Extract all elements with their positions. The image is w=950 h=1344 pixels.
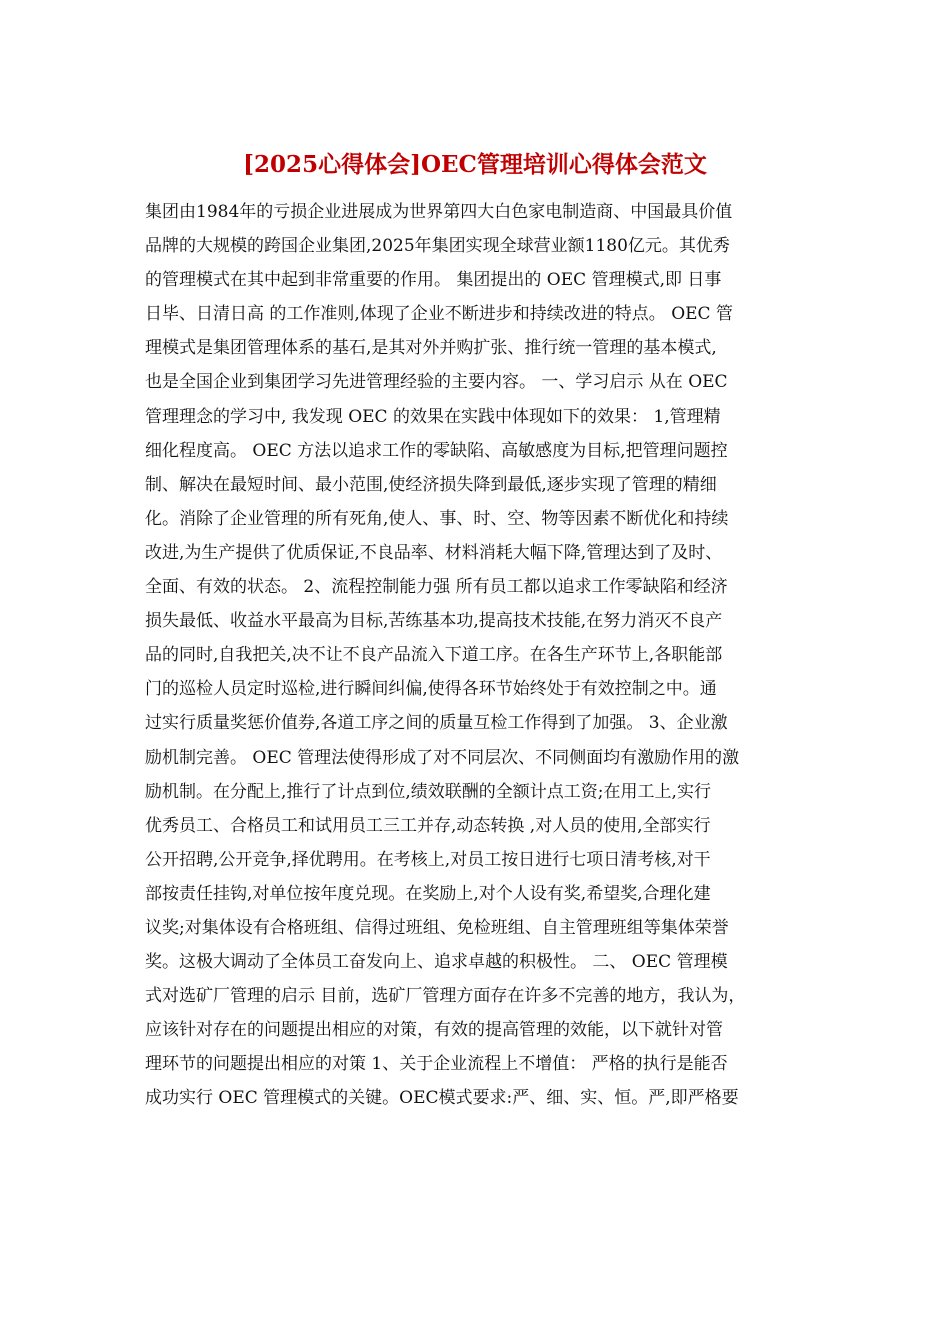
text-line: 应该针对存在的问题提出相应的对策，有效的提高管理的效能，以下就针对管 (145, 1020, 723, 1041)
text-line: 成功实行 OEC 管理模式的关键。OEC模式要求:严、细、实、恒。严,即严格要 (145, 1088, 739, 1109)
text-line: 管理理念的学习中, 我发现 OEC 的效果在实践中体现如下的效果： 1,管理精 (145, 406, 721, 427)
text-line: 化。消除了企业管理的所有死角,使人、事、时、空、物等因素不断优化和持续 (145, 508, 729, 529)
text-line: 理模式是集团管理体系的基石,是其对外并购扩张、推行统一管理的基本模式, (145, 338, 717, 359)
text-line: 理环节的问题提出相应的对策 1、关于企业流程上不增值： 严格的执行是能否 (145, 1054, 728, 1075)
text-line: 公开招聘,公开竞争,择优聘用。在考核上,对员工按日进行七项日清考核,对干 (145, 849, 711, 870)
text-line: 部按责任挂钩,对单位按年度兑现。在奖励上,对个人设有奖,希望奖,合理化建 (145, 883, 711, 904)
text-line: 议奖;对集体设有合格班组、信得过班组、免检班组、自主管理班组等集体荣誉 (145, 917, 729, 938)
text-line: 奖。这极大调动了全体员工奋发向上、追求卓越的积极性。 二、 OEC 管理模 (145, 952, 728, 973)
text-line: 励机制。在分配上,推行了计点到位,绩效联酬的全额计点工资;在用工上,实行 (145, 781, 711, 802)
text-line: 日毕、日清日高 的工作准则,体现了企业不断进步和持续改进的特点。 OEC 管 (145, 304, 733, 325)
text-line: 损失最低、收益水平最高为目标,苦练基本功,提高技术技能,在努力消灭不良产 (145, 611, 723, 632)
text-line: 全面、有效的状态。 2、流程控制能力强 所有员工都以追求工作零缺陷和经济 (145, 577, 728, 598)
document-title: [2025心得体会]OEC管理培训心得体会范文 (243, 151, 707, 178)
text-line: 细化程度高。 OEC 方法以追求工作的零缺陷、高敏感度为目标,把管理问题控 (145, 440, 728, 461)
text-line: 门的巡检人员定时巡检,进行瞬间纠偏,使得各环节始终处于有效控制之中。通 (145, 679, 717, 700)
text-line: 集团由1984年的亏损企业进展成为世界第四大白色家电制造商、中国最具价值 (145, 202, 733, 222)
text-line: 品牌的大规模的跨国企业集团,2025年集团实现全球营业额1180亿元。其优秀 (145, 236, 730, 257)
text-line: 优秀员工、合格员工和试用员工三工并存,动态转换 ,对人员的使用,全部实行 (145, 815, 711, 836)
document-body (145, 195, 825, 1116)
text-line: 也是全国企业到集团学习先进管理经验的主要内容。 一、学习启示 从在 OEC (145, 372, 728, 393)
text-line: 的管理模式在其中起到非常重要的作用。 集团提出的 OEC 管理模式,即 日事 (145, 270, 722, 291)
text-line: 励机制完善。 OEC 管理法使得形成了对不同层次、不同侧面均有激励作用的激 (145, 747, 740, 768)
text-line: 品的同时,自我把关,决不让不良产品流入下道工序。在各生产环节上,各职能部 (145, 645, 723, 666)
text-line: 制、解决在最短时间、最小范围,使经济损失降到最低,逐步实现了管理的精细 (145, 474, 717, 495)
text-line: 改进,为生产提供了优质保证,不良品率、材料消耗大幅下降,管理达到了及时、 (145, 542, 723, 563)
text-line: 过实行质量奖惩价值券,各道工序之间的质量互检工作得到了加强。 3、企业激 (145, 713, 728, 734)
text-line: 式对选矿厂管理的启示 目前，选矿厂管理方面存在许多不完善的地方，我认为， (145, 986, 746, 1007)
